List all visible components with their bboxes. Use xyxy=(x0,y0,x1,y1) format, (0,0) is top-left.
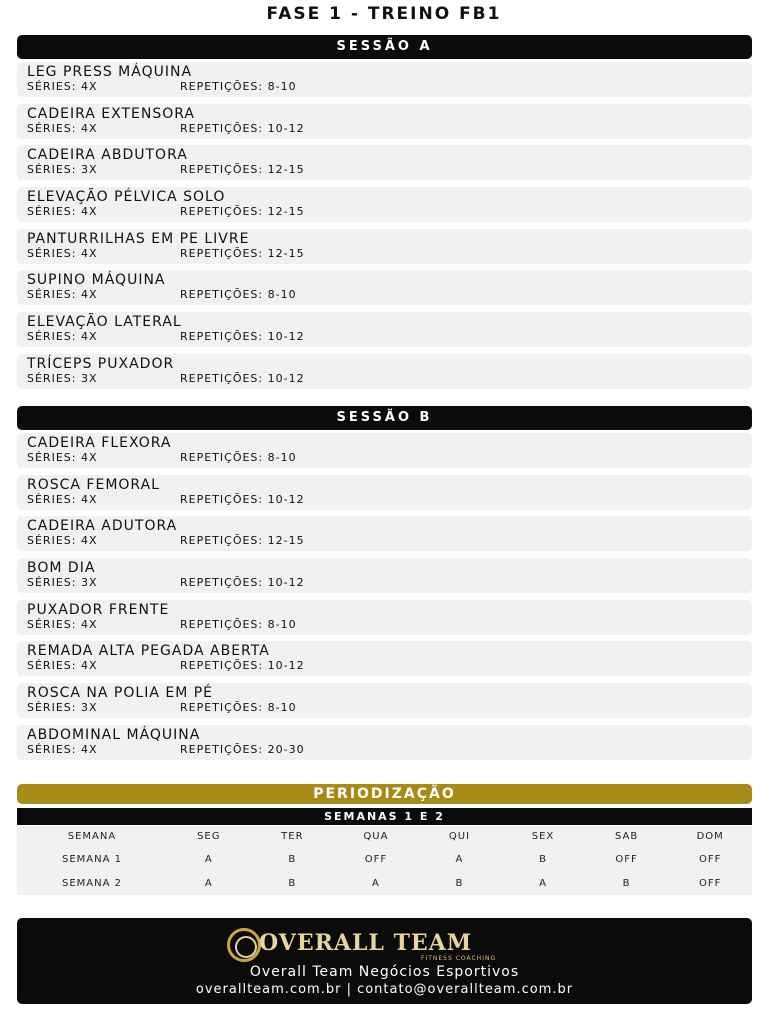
schedule-column-header: DOM xyxy=(696,831,724,842)
exercise-meta xyxy=(27,205,752,218)
exercise-meta xyxy=(27,451,752,464)
exercise-reps: REPETIÇÕES: 10-12 xyxy=(180,371,305,385)
schedule-cell: B xyxy=(539,853,547,865)
exercise-item xyxy=(17,145,752,180)
exercise-meta xyxy=(27,659,752,672)
exercise-reps: REPETIÇÕES: 20-30 xyxy=(180,742,305,756)
schedule-cell: A xyxy=(371,877,380,889)
exercise-meta xyxy=(27,247,752,260)
exercise-reps: REPETIÇÕES: 12-15 xyxy=(180,246,305,260)
exercise-name: ELEVAÇÃO LATERAL xyxy=(27,314,182,331)
exercise-reps: REPETIÇÕES: 10-12 xyxy=(180,330,305,344)
exercise-item xyxy=(17,725,752,760)
logo xyxy=(17,928,752,962)
exercise-meta xyxy=(27,493,752,506)
exercise-name: TRÍCEPS PUXADOR xyxy=(27,355,175,372)
exercise-item xyxy=(17,270,752,305)
schedule-column-header: SEG xyxy=(197,831,221,842)
exercise-item xyxy=(17,62,752,97)
schedule-column-header: SEMANA xyxy=(67,831,117,842)
schedule-column-header: QUA xyxy=(363,831,389,842)
exercise-name: ELEVAÇÃO PÉLVICA SOLO xyxy=(27,189,226,206)
exercise-sets: SÉRIES: 4X xyxy=(27,246,98,260)
exercise-reps: REPETIÇÕES: 10-12 xyxy=(180,121,305,135)
exercise-name: CADEIRA EXTENSORA xyxy=(27,105,195,122)
weeks-header: SEMANAS 1 E 2 xyxy=(17,808,752,825)
exercise-reps: REPETIÇÕES: 12-15 xyxy=(180,205,305,219)
exercise-reps: REPETIÇÕES: 8-10 xyxy=(180,451,297,464)
exercise-sets: SÉRIES: 4X xyxy=(27,121,98,135)
session-a-list xyxy=(17,62,752,396)
exercise-sets: SÉRIES: 3X xyxy=(27,701,98,715)
schedule-cell: B xyxy=(455,877,464,889)
exercise-meta xyxy=(27,576,752,589)
exercise-sets: SÉRIES: 3X xyxy=(27,163,98,177)
session-b-header: SESSÃO B xyxy=(17,406,752,430)
exercise-sets: SÉRIES: 4X xyxy=(27,617,98,631)
exercise-reps: REPETIÇÕES: 12-15 xyxy=(180,163,305,177)
schedule-cell: A xyxy=(539,877,547,889)
exercise-name: CADEIRA ABDUTORA xyxy=(27,147,188,164)
exercise-sets: SÉRIES: 4X xyxy=(27,80,98,93)
exercise-name: ABDOMINAL MÁQUINA xyxy=(27,726,201,743)
exercise-name: CADEIRA FLEXORA xyxy=(27,435,172,451)
exercise-meta xyxy=(27,330,752,343)
exercise-reps: REPETIÇÕES: 8-10 xyxy=(180,288,297,302)
exercise-item xyxy=(17,683,752,718)
exercise-reps: REPETIÇÕES: 12-15 xyxy=(180,534,305,548)
exercise-name: PUXADOR FRENTE xyxy=(27,601,170,618)
exercise-reps: REPETIÇÕES: 8-10 xyxy=(180,617,297,631)
schedule-cell: OFF xyxy=(364,853,388,865)
exercise-sets: SÉRIES: 4X xyxy=(27,659,98,673)
exercise-reps: REPETIÇÕES: 8-10 xyxy=(180,701,297,715)
exercise-reps: REPETIÇÕES: 10-12 xyxy=(180,659,305,673)
exercise-meta xyxy=(27,701,752,714)
exercise-name: BOM DIA xyxy=(27,560,96,577)
page-title: FASE 1 - TREINO FB1 xyxy=(266,4,502,24)
schedule-cell: A xyxy=(204,877,213,889)
schedule-column-header: QUI xyxy=(448,831,471,842)
exercise-item xyxy=(17,229,752,264)
exercise-item xyxy=(17,312,752,347)
exercise-meta xyxy=(27,743,752,756)
session-a-header: SESSÃO A xyxy=(17,35,752,59)
schedule-header-row xyxy=(17,826,752,847)
exercise-reps: REPETIÇÕES: 10-12 xyxy=(180,492,305,506)
exercise-name: SUPINO MÁQUINA xyxy=(27,272,166,289)
exercise-sets: SÉRIES: 3X xyxy=(27,371,98,385)
schedule-column-header: SAB xyxy=(614,831,639,842)
exercise-reps: REPETIÇÕES: 10-12 xyxy=(180,576,305,590)
exercise-sets: SÉRIES: 4X xyxy=(27,288,98,302)
schedule-column-header: SEX xyxy=(531,831,555,842)
exercise-name: CADEIRA ADUTORA xyxy=(27,518,178,535)
schedule-column-header: TER xyxy=(281,831,304,842)
exercise-item xyxy=(17,104,752,139)
schedule-cell: A xyxy=(204,853,213,865)
footer-company: Overall Team Negócios Esportivos xyxy=(249,964,520,980)
footer-contact: overallteam.com.br | contato@overallteam.com.br xyxy=(195,982,574,997)
exercise-sets: SÉRIES: 4X xyxy=(27,492,98,506)
exercise-item xyxy=(17,433,752,468)
logo-text: OVERALL TEAM xyxy=(259,930,473,956)
exercise-item xyxy=(17,354,752,389)
schedule-cell: SEMANA 2 xyxy=(62,877,122,889)
exercise-sets: SÉRIES: 4X xyxy=(27,451,98,464)
exercise-item xyxy=(17,600,752,635)
schedule-row xyxy=(17,847,752,871)
exercise-item xyxy=(17,516,752,551)
logo-emblem-icon xyxy=(227,928,261,962)
exercise-reps: REPETIÇÕES: 8-10 xyxy=(180,80,297,93)
logo-subtitle: FITNESS COACHING xyxy=(421,955,497,962)
exercise-name: ROSCA NA POLIA EM PÉ xyxy=(27,685,214,702)
exercise-meta xyxy=(27,288,752,301)
exercise-item xyxy=(17,187,752,222)
exercise-item xyxy=(17,558,752,593)
schedule-cell: A xyxy=(455,853,464,865)
exercise-sets: SÉRIES: 4X xyxy=(27,742,98,756)
exercise-name: PANTURRILHAS EM PE LIVRE xyxy=(27,230,250,247)
exercise-item xyxy=(17,475,752,510)
session-b-list xyxy=(17,433,752,767)
exercise-sets: SÉRIES: 4X xyxy=(27,534,98,548)
schedule-cell: OFF xyxy=(699,853,722,865)
exercise-meta xyxy=(27,80,752,93)
schedule-table xyxy=(17,826,752,895)
exercise-sets: SÉRIES: 3X xyxy=(27,576,98,590)
schedule-cell: SEMANA 1 xyxy=(62,853,122,865)
exercise-meta xyxy=(27,618,752,631)
exercise-name: ROSCA FEMORAL xyxy=(27,476,160,493)
exercise-meta xyxy=(27,534,752,547)
exercise-item xyxy=(17,641,752,676)
exercise-sets: SÉRIES: 4X xyxy=(27,205,98,219)
periodization-header: PERIODIZAÇÃO xyxy=(17,784,752,804)
exercise-name: REMADA ALTA PEGADA ABERTA xyxy=(27,643,270,660)
exercise-meta xyxy=(27,122,752,135)
schedule-row xyxy=(17,871,752,895)
footer xyxy=(17,918,752,1004)
schedule-cell: B xyxy=(288,853,297,865)
exercise-sets: SÉRIES: 4X xyxy=(27,330,98,344)
exercise-name: LEG PRESS MÁQUINA xyxy=(27,64,193,80)
schedule-cell: B xyxy=(622,877,631,889)
exercise-meta xyxy=(27,372,752,385)
schedule-cell: B xyxy=(288,877,297,889)
schedule-cell: OFF xyxy=(699,877,722,889)
schedule-cell: OFF xyxy=(615,853,638,865)
exercise-meta xyxy=(27,163,752,176)
